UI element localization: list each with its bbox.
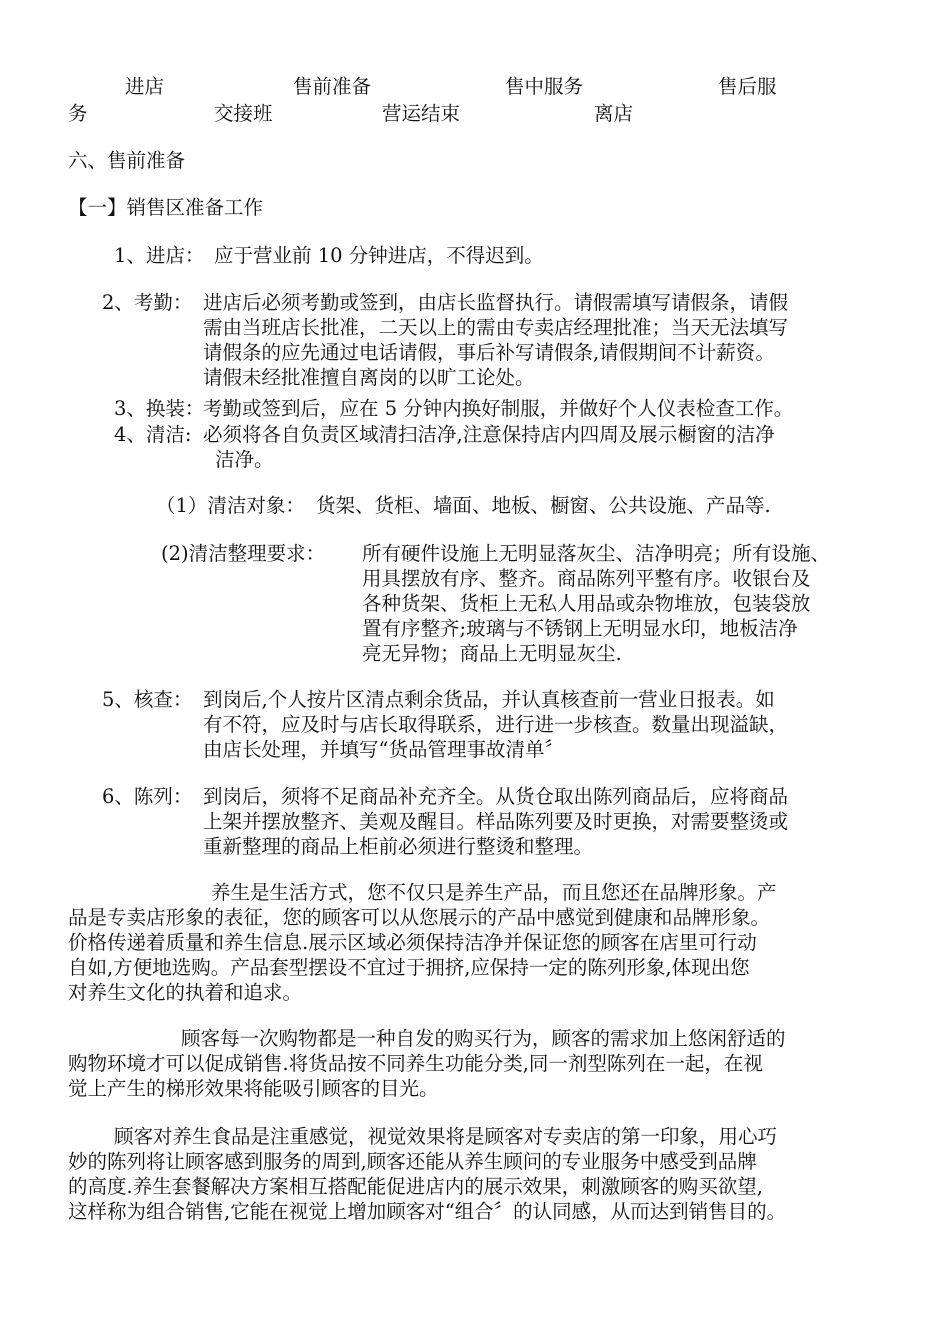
item1-text bbox=[214, 243, 544, 268]
flow-step-leave-store: 离店 bbox=[594, 102, 634, 125]
item5-line: 有不符，应及时与店长取得联系，进行进一步核查。数量出现溢缺， bbox=[203, 713, 789, 736]
item3-text bbox=[203, 396, 793, 421]
sub2-line: 各种货架、货柜上无私人用品或杂物堆放，包装袋放 bbox=[362, 592, 811, 615]
item6-line: 重新整理的商品上柜前必须进行整烫和整理。 bbox=[203, 835, 594, 858]
sub2-line: 置有序整齐;玻璃与不锈钢上无明显水印，地板洁净 bbox=[362, 617, 798, 640]
paragraph-line: 觉上产生的梯形效果将能吸引顾客的目光。 bbox=[68, 1077, 439, 1100]
paragraph-line: 的高度.养生套餐解决方案相互搭配能促进店内的展示效果，刺激顾客的购买欲望, bbox=[68, 1175, 763, 1198]
paragraph-line: 顾客对养生食品是注重感觉，视觉效果将是顾客对专卖店的第一印象，用心巧 bbox=[114, 1125, 778, 1148]
paragraph-line: 顾客每一次购物都是一种自发的购买行为，顾客的需求加上悠闲舒适的 bbox=[181, 1027, 786, 1050]
item4-text bbox=[203, 422, 775, 472]
flow-step-in-sale: 售中服务 bbox=[505, 75, 584, 98]
sub2-line: 亮无异物；商品上无明显灰尘. bbox=[362, 642, 622, 665]
item6-line: 上架并摆放整齐、美观及醒目。样品陈列要及时更换，对需要整烫或 bbox=[203, 810, 789, 833]
item3-label: 3、换装： bbox=[114, 397, 205, 420]
sub1-label: （1）清洁对象： bbox=[156, 494, 305, 517]
paragraph-2 bbox=[68, 1026, 786, 1101]
sub2-label: (2)清洁整理要求： bbox=[161, 542, 326, 565]
paragraph-line: 品是专卖店形象的表征，您的顾客可以从您展示的产品中感觉到健康和品牌形象。 bbox=[68, 906, 771, 929]
paragraph-line: 购物环境才可以促成销售.将货品按不同养生功能分类,同一剂型陈列在一起，在视 bbox=[68, 1052, 763, 1075]
sub2-line: 所有硬件设施上无明显落灰尘、洁净明亮；所有设施、 bbox=[362, 542, 831, 565]
paragraph-line: 价格传递着质量和养生信息.展示区域必须保持洁净并保证您的顾客在店里可行动 bbox=[68, 931, 757, 954]
item1-label: 1、进店： bbox=[114, 244, 205, 267]
paragraph-line: 养生是生活方式，您不仅只是养生产品，而且您还在品牌形象。产 bbox=[211, 881, 777, 904]
sub2-text bbox=[362, 541, 830, 666]
paragraph-line: 对养生文化的执着和追求。 bbox=[68, 981, 303, 1004]
subsection-title: 【一】销售区准备工作 bbox=[68, 196, 264, 219]
item5-text bbox=[203, 687, 788, 762]
item6-text bbox=[203, 784, 788, 859]
item5-label: 5、核查： bbox=[102, 688, 193, 711]
item2-line: 进店后必须考勤或签到，由店长监督执行。请假需填写请假条，请假 bbox=[203, 291, 789, 314]
item2-label: 2、考勤： bbox=[102, 291, 193, 314]
paragraph-1 bbox=[68, 880, 777, 1005]
item2-line: 请假未经批准擅自离岗的以旷工论处。 bbox=[203, 366, 535, 389]
item3-line: 考勤或签到后，应在 5 分钟内换好制服，并做好个人仪表检查工作。 bbox=[203, 397, 794, 420]
flow-step-pre-sale: 售前准备 bbox=[293, 75, 372, 98]
flow-step-close: 营运结束 bbox=[382, 102, 461, 125]
paragraph-line: 这样称为组合销售,它能在视觉上增加顾客对“组合〞的认同感，从而达到销售目的。 bbox=[68, 1200, 787, 1223]
item6-line: 到岗后，须将不足商品补充齐全。从货仓取出陈列商品后，应将商品 bbox=[203, 785, 789, 808]
item4-line: 必须将各自负责区域清扫洁净,注意保持店内四周及展示橱窗的洁净 bbox=[203, 423, 775, 446]
paragraph-line: 自如,方便地选购。产品套型摆设不宜过于拥挤,应保持一定的陈列形象,体现出您 bbox=[68, 956, 750, 979]
item2-text bbox=[203, 290, 788, 390]
paragraph-line: 妙的陈列将让顾客感到服务的周到,顾客还能从养生顾问的专业服务中感受到品牌 bbox=[68, 1150, 757, 1173]
flow-step-enter-store: 进店 bbox=[125, 75, 165, 98]
item5-line: 到岗后,个人按片区清点剩余货品，并认真核查前一营业日报表。如 bbox=[203, 688, 775, 711]
sub1-text bbox=[316, 493, 771, 518]
flow-step-after-sale: 售后服 bbox=[718, 75, 777, 98]
paragraph-3 bbox=[68, 1124, 786, 1224]
flow-step-handover: 交接班 bbox=[214, 102, 273, 125]
sub2-line: 用具摆放有序、整齐。商品陈列平整有序。收银台及 bbox=[362, 567, 811, 590]
item2-line: 请假条的应先通过电话请假，事后补写请假条,请假期间不计薪资。 bbox=[203, 341, 775, 364]
item2-line: 需由当班店长批准，二天以上的需由专卖店经理批准；当天无法填写 bbox=[203, 316, 789, 339]
flow-step-after-sale-cont: 务 bbox=[68, 102, 88, 125]
section-title: 六、售前准备 bbox=[68, 149, 186, 172]
sub1-line: 货架、货柜、墙面、地板、橱窗、公共设施、产品等. bbox=[316, 494, 771, 517]
item4-label: 4、清洁: bbox=[114, 423, 192, 446]
item6-label: 6、陈列： bbox=[102, 785, 193, 808]
item1-line: 应于营业前 10 分钟进店，不得迟到。 bbox=[214, 244, 544, 267]
item4-line: 洁净。 bbox=[215, 448, 274, 471]
item5-line: 由店长处理，并填写“货品管理事故清单〞 bbox=[203, 738, 564, 761]
